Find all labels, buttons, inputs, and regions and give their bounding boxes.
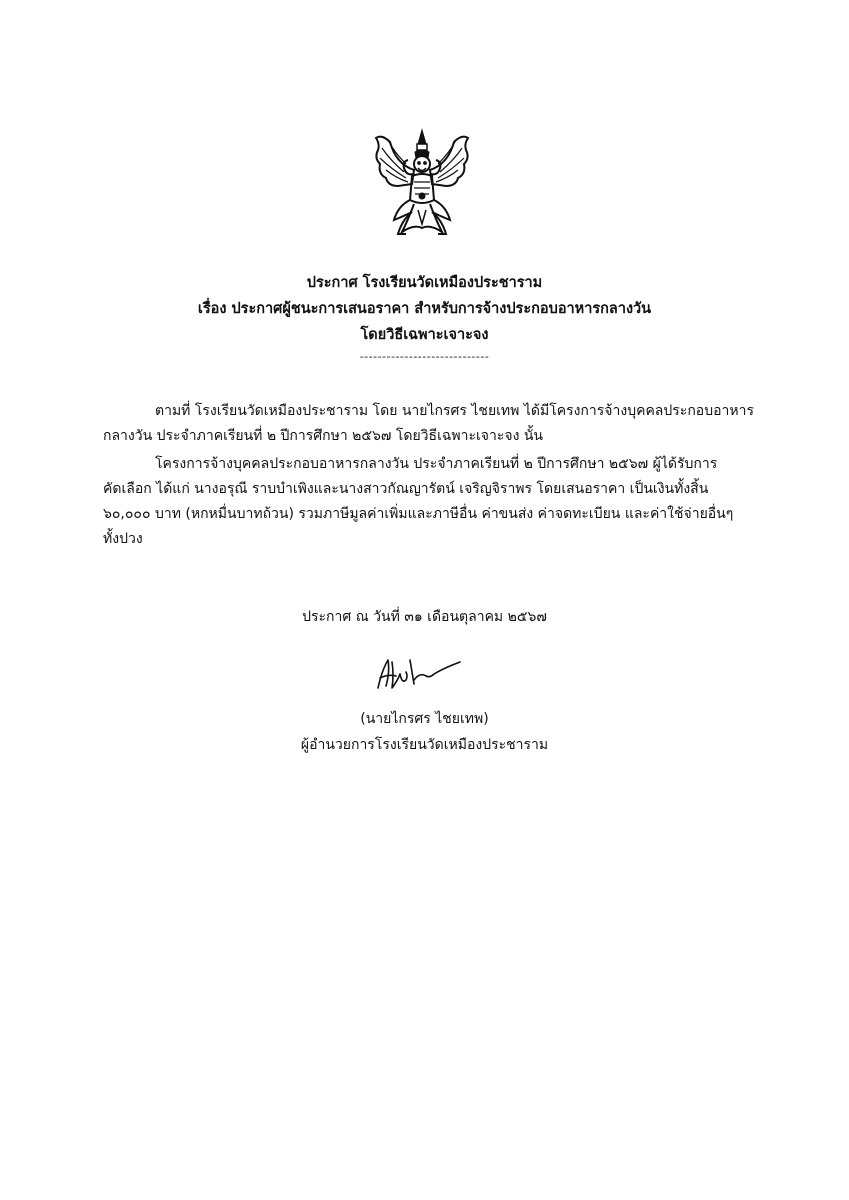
announcement-date: ประกาศ ณ วันที่ ๓๑ เดือนตุลาคม ๒๕๖๗ <box>302 609 547 625</box>
paragraph-line: โครงการจ้างบุคคลประกอบอาหารกลางวัน ประจำภาคเรียนที่ ๒ ปีการศึกษา ๒๕๖๗ ผู้ได้รับการ <box>155 456 718 472</box>
announcement-subject: เรื่อง ประกาศผู้ชนะการเสนอราคา สำหรับการจ้างประกอบอาหารกลางวัน <box>197 301 652 317</box>
paragraph-background <box>103 399 753 449</box>
paragraph-line: ตามที่ โรงเรียนวัดเหมืองประชาราม โดย นายไกรศร ไชยเทพ ได้มีโครงการจ้างบุคคลประกอบอาหาร <box>155 403 754 419</box>
paragraph-line: คัดเลือก ได้แก่ นางอรุณี ราบบำเพิงและนางสาวกัณญารัตน์ เจริญจิราพร โดยเสนอราคา เป็นเงินทั้งสิ้น <box>103 481 709 497</box>
paragraph-winner <box>103 452 753 552</box>
signer-position: ผู้อำนวยการโรงเรียนวัดเหมืองประชาราม <box>300 737 549 753</box>
paragraph-line: ทั้งปวง <box>103 531 143 547</box>
procurement-method: โดยวิธีเฉพาะเจาะจง <box>360 327 489 343</box>
announcement-title: ประกาศ โรงเรียนวัดเหมืองประชาราม <box>306 275 543 291</box>
paragraph-line: กลางวัน ประจำภาคเรียนที่ ๒ ปีการศึกษา ๒๕๖๗ โดยวิธีเฉพาะเจาะจง นั้น <box>103 428 544 444</box>
handwritten-signature <box>370 650 465 700</box>
garuda-emblem-icon <box>368 124 476 240</box>
signer-name: (นายไกรศร ไชยเทพ) <box>360 711 489 727</box>
paragraph-line: ๖๐,๐๐๐ บาท (หกหมื่นบาทถ้วน) รวมภาษีมูลค่าเพิ่มและภาษีอื่น ค่าขนส่ง ค่าจดทะเบียน และค่าใช้จ่ายอื่นๆ <box>103 506 734 522</box>
header-divider: ----------------------------- <box>359 350 490 363</box>
